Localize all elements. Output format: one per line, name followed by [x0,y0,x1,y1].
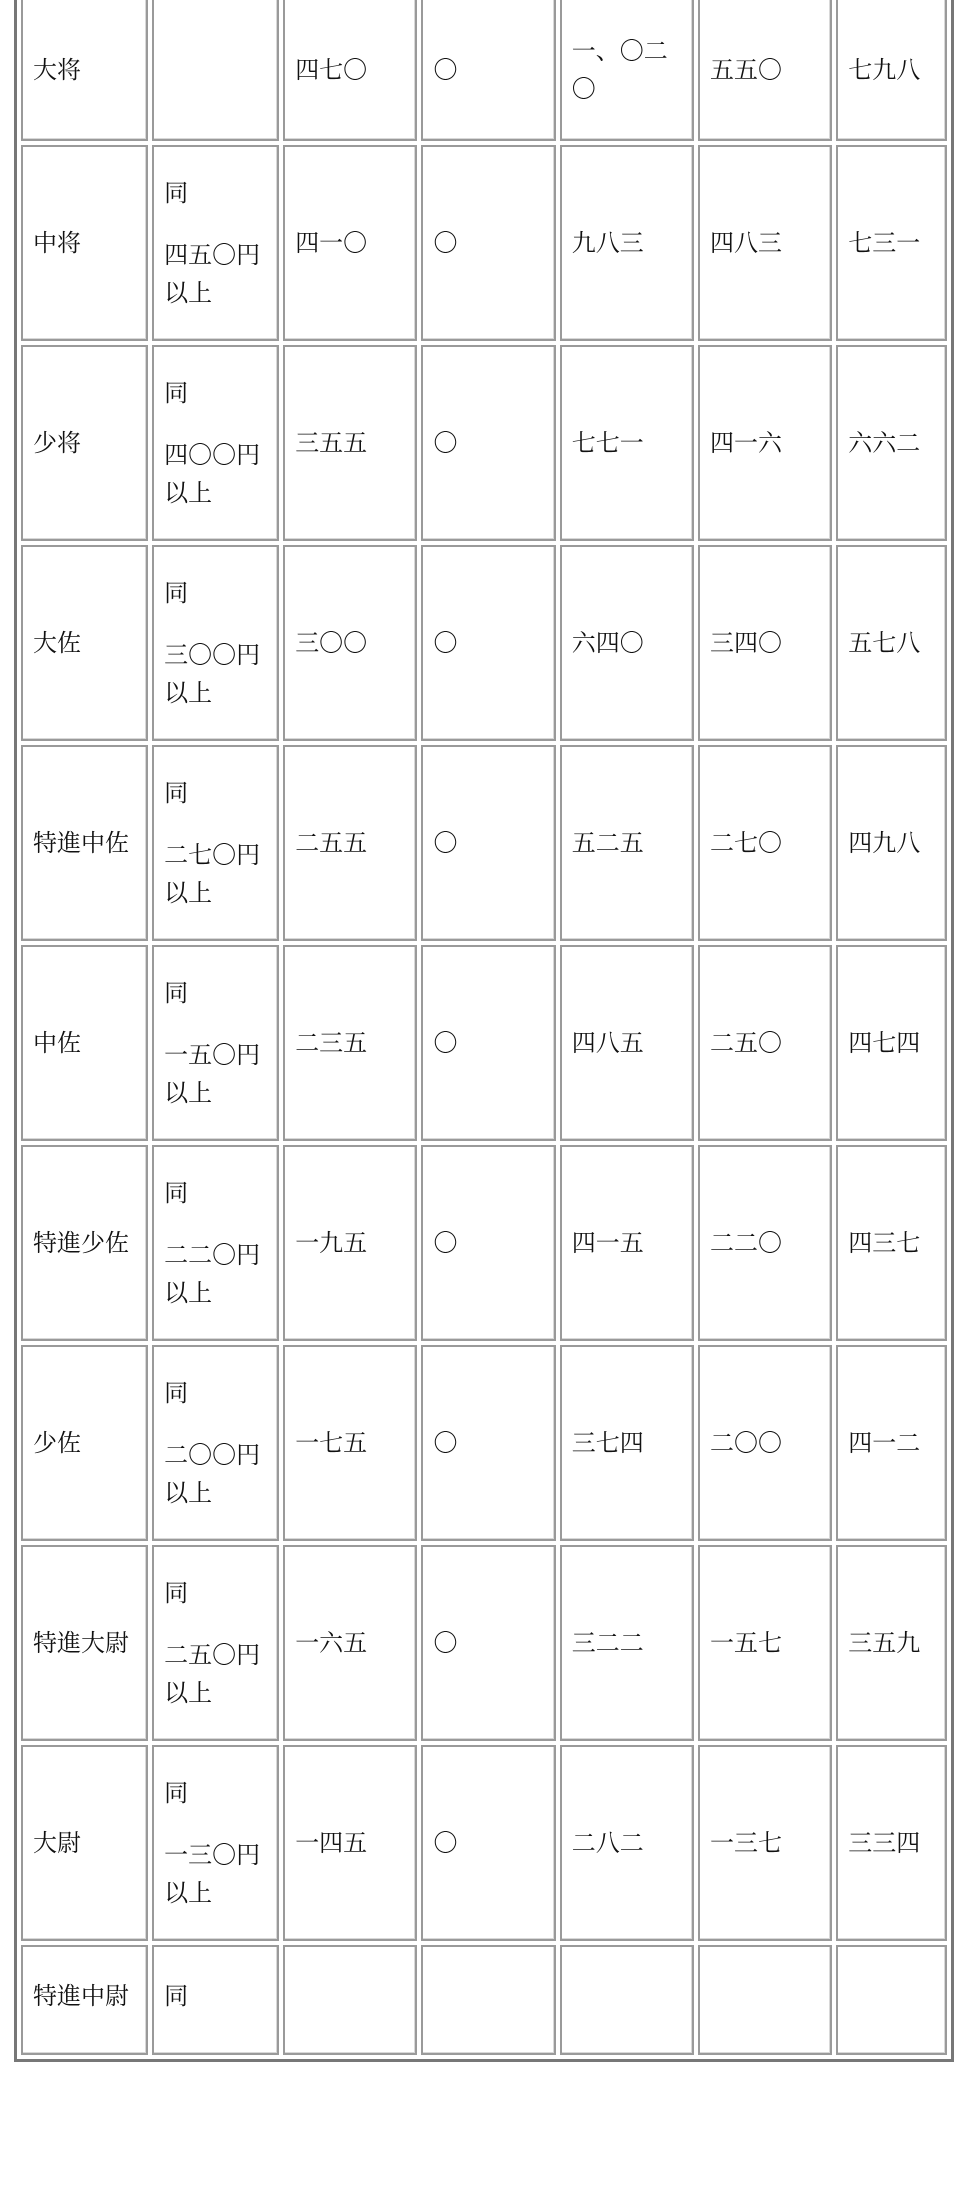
value-cell-6: 四八三 [698,145,832,341]
value-cell-7: 四三七 [836,1145,947,1341]
value-cell-4 [421,1945,555,2055]
rank-cell: 中佐 [21,945,148,1141]
value-cell-4: 〇 [421,945,555,1141]
value-cell-3: 二五五 [283,745,417,941]
value-cell-3: 四一〇 [283,145,417,341]
value-cell-5: 一、〇二〇 [560,0,694,141]
amount-label: 四五〇円以上 [164,241,261,307]
value-cell-3: 一六五 [283,1545,417,1741]
same-label: 同 [164,1179,189,1207]
rank-cell: 大将 [21,0,148,141]
amount-label: 二七〇円以上 [164,841,261,907]
rank-cell: 大佐 [21,545,148,741]
value-cell-7: 四一二 [836,1345,947,1541]
same-label: 同 [164,1982,189,2010]
value-cell-5: 九八三 [560,145,694,341]
value-cell-3: 一四五 [283,1745,417,1941]
value-cell-4: 〇 [421,0,555,141]
value-cell-7: 三三四 [836,1745,947,1941]
value-cell-4: 〇 [421,1545,555,1741]
amount-label: 二五〇円以上 [164,1641,261,1707]
value-cell-4: 〇 [421,145,555,341]
condition-cell [152,945,279,1141]
value-cell-6: 一五七 [698,1545,832,1741]
value-cell-3: 三五五 [283,345,417,541]
rank-cell: 少佐 [21,1345,148,1541]
value-cell-4: 〇 [421,745,555,941]
value-cell-4: 〇 [421,345,555,541]
table-row [21,945,947,1141]
amount-label: 二二〇円以上 [164,1241,261,1307]
value-cell-5 [560,1945,694,2055]
condition-cell [152,1945,279,2055]
value-cell-5: 二八二 [560,1745,694,1941]
rank-cell: 少将 [21,345,148,541]
condition-cell [152,545,279,741]
value-cell-6: 三四〇 [698,545,832,741]
condition-cell [152,145,279,341]
value-cell-7: 四七四 [836,945,947,1141]
value-cell-5: 三二二 [560,1545,694,1741]
value-cell-3: 三〇〇 [283,545,417,741]
value-cell-7: 五七八 [836,545,947,741]
condition-cell [152,0,279,141]
value-cell-3: 一九五 [283,1145,417,1341]
same-label: 同 [164,1379,189,1407]
same-label: 同 [164,179,189,207]
pension-rank-table [14,0,954,2062]
value-cell-3: 二三五 [283,945,417,1141]
table-row [21,1145,947,1341]
value-cell-6: 二五〇 [698,945,832,1141]
value-cell-6: 二二〇 [698,1145,832,1341]
table-row [21,345,947,541]
table-row [21,1945,947,2055]
table-row [21,545,947,741]
amount-label: 四〇〇円以上 [164,441,261,507]
value-cell-3: 一七五 [283,1345,417,1541]
value-cell-4: 〇 [421,1145,555,1341]
value-cell-6: 五五〇 [698,0,832,141]
value-cell-5: 四一五 [560,1145,694,1341]
condition-cell [152,1745,279,1941]
table-row [21,1345,947,1541]
value-cell-5: 六四〇 [560,545,694,741]
table-row [21,0,947,141]
rank-cell: 特進中佐 [21,745,148,941]
table-row [21,145,947,341]
value-cell-7 [836,1945,947,2055]
amount-label: 一五〇円以上 [164,1041,261,1107]
value-cell-6: 二七〇 [698,745,832,941]
value-cell-7: 六六二 [836,345,947,541]
same-label: 同 [164,379,189,407]
same-label: 同 [164,779,189,807]
amount-label: 三〇〇円以上 [164,641,261,707]
same-label: 同 [164,579,189,607]
value-cell-3 [283,1945,417,2055]
condition-cell [152,1345,279,1541]
value-cell-7: 七三一 [836,145,947,341]
value-cell-6 [698,1945,832,2055]
value-cell-6: 一三七 [698,1745,832,1941]
rank-cell: 特進中尉 [21,1945,148,2055]
condition-cell [152,1545,279,1741]
value-cell-4: 〇 [421,1345,555,1541]
value-cell-3: 四七〇 [283,0,417,141]
condition-cell [152,345,279,541]
amount-label: 一三〇円以上 [164,1841,261,1907]
value-cell-7: 四九八 [836,745,947,941]
table-row [21,1745,947,1941]
condition-cell [152,1145,279,1341]
condition-cell [152,745,279,941]
rank-cell: 中将 [21,145,148,341]
value-cell-6: 四一六 [698,345,832,541]
same-label: 同 [164,1579,189,1607]
same-label: 同 [164,979,189,1007]
pension-table-container [14,0,954,2062]
value-cell-4: 〇 [421,1745,555,1941]
value-cell-7: 三五九 [836,1545,947,1741]
value-cell-5: 七七一 [560,345,694,541]
same-label: 同 [164,1779,189,1807]
value-cell-6: 二〇〇 [698,1345,832,1541]
rank-cell: 特進少佐 [21,1145,148,1341]
table-row [21,745,947,941]
value-cell-5: 五二五 [560,745,694,941]
value-cell-4: 〇 [421,545,555,741]
amount-label: 二〇〇円以上 [164,1441,261,1507]
rank-cell: 特進大尉 [21,1545,148,1741]
value-cell-5: 三七四 [560,1345,694,1541]
rank-cell: 大尉 [21,1745,148,1941]
table-row [21,1545,947,1741]
value-cell-5: 四八五 [560,945,694,1141]
value-cell-7: 七九八 [836,0,947,141]
